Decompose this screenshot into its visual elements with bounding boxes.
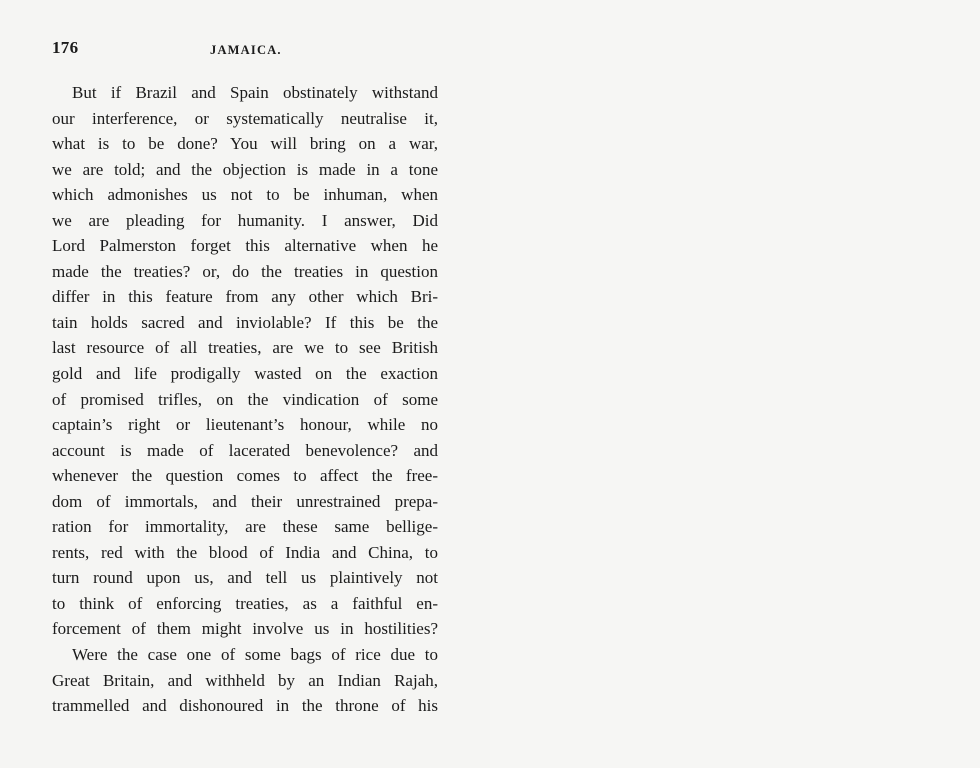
text-line: ration for immortality, are these same bellige- xyxy=(52,517,438,537)
page-number-left: 176 xyxy=(52,38,79,57)
text-line: forcement of them might involve us in hostilities? xyxy=(52,619,438,639)
text-line: differ in this feature from any other which Bri- xyxy=(52,287,438,307)
text-line: turn round upon us, and tell us plaintively not xyxy=(52,568,438,588)
text-line: we are told; and the objection is made in a tone xyxy=(52,159,438,179)
left-page-text xyxy=(52,80,438,719)
text-line: account is made of lacerated benevolence? and xyxy=(52,440,438,460)
text-line: Great Britain, and withheld by an Indian Rajah, xyxy=(52,670,438,690)
text-line: Were the case one of some bags of rice due to xyxy=(72,645,438,665)
text-line: tain holds sacred and inviolable? If this be the xyxy=(52,312,438,332)
text-line: our interference, or systematically neutralise it, xyxy=(52,108,438,128)
text-line: Lord Palmerston forget this alternative when he xyxy=(52,236,438,256)
text-line: trammelled and dishonoured in the throne of his xyxy=(52,696,438,716)
text-line: rents, red with the blood of India and China, to xyxy=(52,542,438,562)
running-head-left: JAMAICA. xyxy=(210,43,282,57)
text-line: captain’s right or lieutenant’s honour, while no xyxy=(52,415,438,435)
text-line: what is to be done? You will bring on a war, xyxy=(52,134,438,154)
text-line: last resource of all treaties, are we to see British xyxy=(52,338,438,358)
text-line: we are pleading for humanity. I answer, Did xyxy=(52,210,438,230)
text-line: But if Brazil and Spain obstinately withstand xyxy=(72,83,438,102)
text-line: which admonishes us not to be inhuman, when xyxy=(52,185,438,205)
text-line: dom of immortals, and their unrestrained prepa- xyxy=(52,491,438,511)
text-line: of promised trifles, on the vindication of some xyxy=(52,389,438,409)
text-line: to think of enforcing treaties, as a faithful en- xyxy=(52,593,438,613)
text-line: gold and life prodigally wasted on the exaction xyxy=(52,364,438,384)
right-page xyxy=(490,0,980,768)
text-line: whenever the question comes to affect the free- xyxy=(52,466,438,486)
text-line: made the treaties? or, do the treaties in question xyxy=(52,261,438,281)
